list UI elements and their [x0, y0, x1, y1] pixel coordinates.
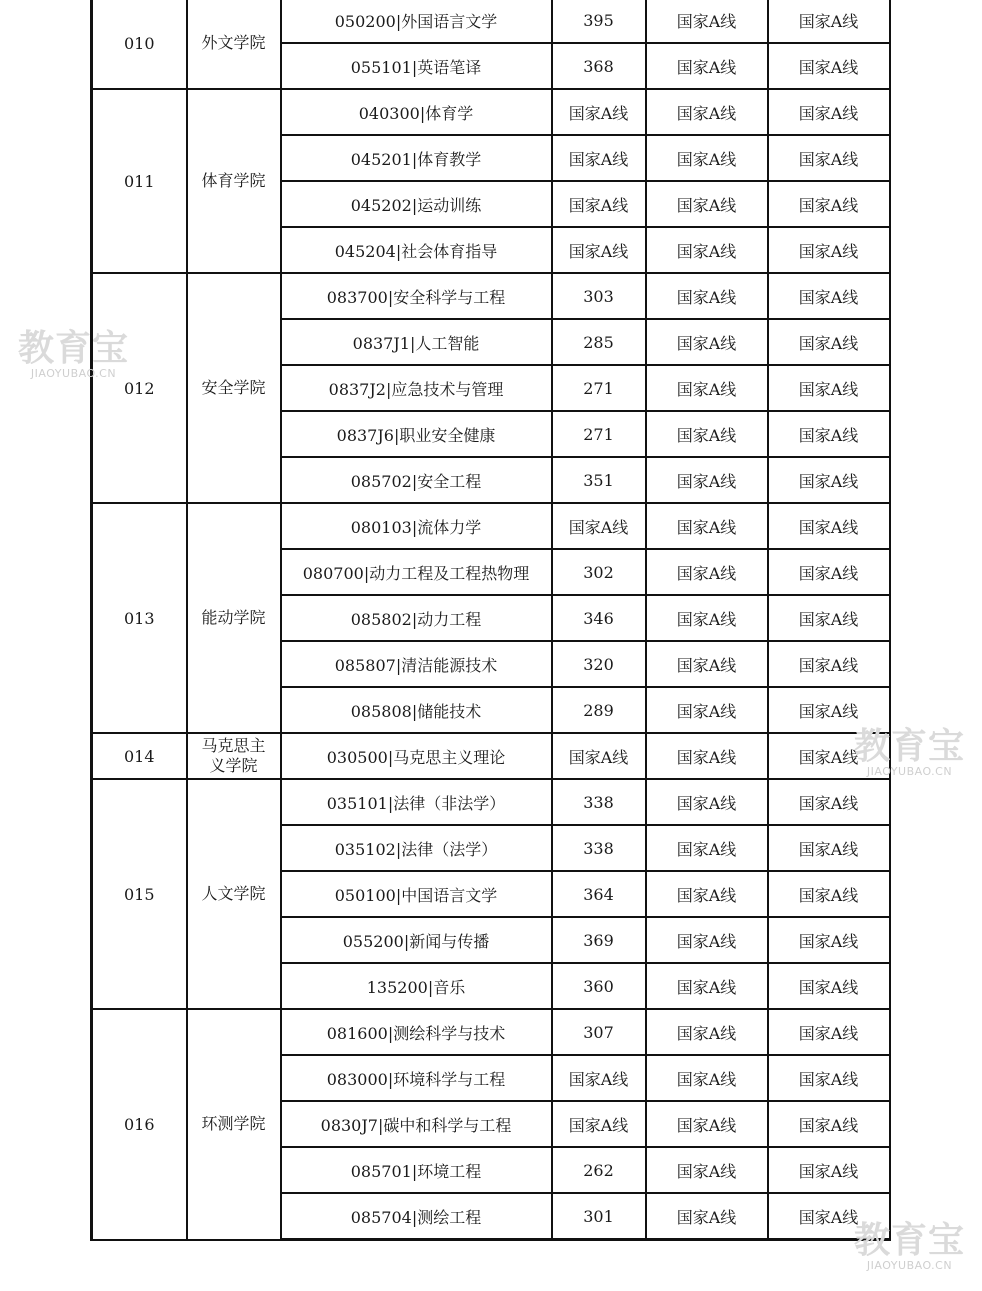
score-cell: 国家A线 — [768, 89, 890, 135]
college-code-cell: 010 — [92, 0, 187, 89]
major-cell: 083700|安全科学与工程 — [281, 273, 552, 319]
major-cell: 055101|英语笔译 — [281, 43, 552, 89]
score-cell: 国家A线 — [552, 181, 646, 227]
major-cell: 050100|中国语言文学 — [281, 871, 552, 917]
college-code-cell: 012 — [92, 273, 187, 503]
score-cell: 国家A线 — [768, 687, 890, 733]
score-cell: 国家A线 — [768, 779, 890, 825]
score-cell: 国家A线 — [646, 1101, 768, 1147]
score-cell: 国家A线 — [646, 1009, 768, 1055]
score-cell: 国家A线 — [552, 227, 646, 273]
score-cell: 364 — [552, 871, 646, 917]
score-cell: 国家A线 — [646, 457, 768, 503]
major-cell: 0830J7|碳中和科学与工程 — [281, 1101, 552, 1147]
college-name-cell — [187, 733, 281, 779]
score-cell: 国家A线 — [646, 1193, 768, 1240]
score-cell: 国家A线 — [768, 1101, 890, 1147]
watermark-text: 教育宝 — [18, 328, 130, 369]
score-cell: 国家A线 — [646, 227, 768, 273]
major-cell: 080103|流体力学 — [281, 503, 552, 549]
college-name: 环测学院 — [201, 1114, 266, 1134]
college-code-cell: 016 — [92, 1009, 187, 1240]
score-cell: 国家A线 — [768, 1147, 890, 1193]
score-cell: 国家A线 — [768, 0, 890, 43]
score-cell: 国家A线 — [646, 1147, 768, 1193]
score-cell: 国家A线 — [768, 43, 890, 89]
college-code-cell: 015 — [92, 779, 187, 1009]
score-cell: 国家A线 — [646, 825, 768, 871]
score-cell: 国家A线 — [646, 0, 768, 43]
college-name: 马克思主义学院 — [201, 736, 266, 775]
score-cell: 国家A线 — [646, 503, 768, 549]
major-cell: 080700|动力工程及工程热物理 — [281, 549, 552, 595]
major-cell: 085808|储能技术 — [281, 687, 552, 733]
score-cell: 国家A线 — [768, 457, 890, 503]
score-cell: 289 — [552, 687, 646, 733]
score-cell: 国家A线 — [646, 595, 768, 641]
score-cell: 国家A线 — [552, 1101, 646, 1147]
major-cell: 0837J6|职业安全健康 — [281, 411, 552, 457]
college-name-cell — [187, 273, 281, 503]
major-cell: 081600|测绘科学与技术 — [281, 1009, 552, 1055]
score-table-body — [92, 0, 890, 1240]
table-row — [92, 1009, 890, 1055]
score-cell: 国家A线 — [646, 89, 768, 135]
score-cell: 346 — [552, 595, 646, 641]
table-row — [92, 733, 890, 779]
score-cell: 国家A线 — [768, 733, 890, 779]
score-cell: 国家A线 — [768, 273, 890, 319]
score-cell: 国家A线 — [646, 181, 768, 227]
score-cell: 国家A线 — [768, 549, 890, 595]
table-row — [92, 779, 890, 825]
table-row — [92, 89, 890, 135]
score-cell: 国家A线 — [768, 135, 890, 181]
college-name-cell — [187, 779, 281, 1009]
score-cell: 国家A线 — [768, 1055, 890, 1101]
score-cell: 国家A线 — [646, 1055, 768, 1101]
watermark-url: JIAOYUBAO.CN — [866, 1259, 953, 1272]
college-name-cell — [187, 1009, 281, 1240]
score-cell: 国家A线 — [552, 503, 646, 549]
score-cell: 302 — [552, 549, 646, 595]
major-cell: 045202|运动训练 — [281, 181, 552, 227]
major-cell: 030500|马克思主义理论 — [281, 733, 552, 779]
score-cell: 国家A线 — [646, 365, 768, 411]
score-cell: 国家A线 — [646, 779, 768, 825]
watermark-text: 教育宝 — [854, 726, 966, 767]
watermark-url: JIAOYUBAO.CN — [30, 367, 117, 380]
score-cell: 国家A线 — [552, 135, 646, 181]
score-cell: 国家A线 — [768, 641, 890, 687]
table-row — [92, 273, 890, 319]
score-cell: 285 — [552, 319, 646, 365]
score-cell: 国家A线 — [768, 365, 890, 411]
score-cell: 国家A线 — [768, 1009, 890, 1055]
score-cell: 国家A线 — [646, 273, 768, 319]
score-cell: 国家A线 — [768, 319, 890, 365]
major-cell: 045201|体育教学 — [281, 135, 552, 181]
college-name-cell — [187, 0, 281, 89]
major-cell: 040300|体育学 — [281, 89, 552, 135]
score-cell: 338 — [552, 825, 646, 871]
score-cell: 国家A线 — [646, 319, 768, 365]
score-cell: 国家A线 — [552, 733, 646, 779]
score-cell: 国家A线 — [646, 871, 768, 917]
watermark-url: JIAOYUBAO.CN — [866, 765, 953, 778]
score-cell: 国家A线 — [646, 135, 768, 181]
college-name: 体育学院 — [201, 171, 266, 190]
college-name: 外文学院 — [201, 33, 266, 52]
score-cell: 国家A线 — [646, 687, 768, 733]
score-cell: 262 — [552, 1147, 646, 1193]
score-cell: 351 — [552, 457, 646, 503]
table-row — [92, 503, 890, 549]
college-code-cell: 013 — [92, 503, 187, 733]
score-cell: 271 — [552, 365, 646, 411]
score-cell: 395 — [552, 0, 646, 43]
major-cell: 135200|音乐 — [281, 963, 552, 1009]
table-row — [92, 0, 890, 43]
score-table — [90, 0, 891, 1241]
college-name: 人文学院 — [201, 884, 266, 903]
score-cell: 307 — [552, 1009, 646, 1055]
score-cell: 国家A线 — [768, 227, 890, 273]
major-cell: 035102|法律（法学） — [281, 825, 552, 871]
score-cell: 国家A线 — [768, 595, 890, 641]
score-cell: 301 — [552, 1193, 646, 1240]
college-name-cell — [187, 503, 281, 733]
score-cell: 国家A线 — [768, 871, 890, 917]
score-cell: 338 — [552, 779, 646, 825]
score-cell: 国家A线 — [646, 641, 768, 687]
score-cell: 国家A线 — [768, 411, 890, 457]
college-code-cell: 011 — [92, 89, 187, 273]
college-name: 安全学院 — [201, 378, 266, 397]
college-name: 能动学院 — [201, 608, 266, 627]
score-cell: 国家A线 — [768, 963, 890, 1009]
score-cell: 320 — [552, 641, 646, 687]
score-cell: 国家A线 — [646, 963, 768, 1009]
score-cell: 369 — [552, 917, 646, 963]
score-cell: 303 — [552, 273, 646, 319]
watermark-text: 教育宝 — [854, 1220, 966, 1261]
score-cell: 国家A线 — [768, 825, 890, 871]
score-cell: 国家A线 — [646, 733, 768, 779]
score-cell: 国家A线 — [646, 917, 768, 963]
score-cell: 国家A线 — [646, 549, 768, 595]
score-cell: 国家A线 — [768, 917, 890, 963]
score-cell: 360 — [552, 963, 646, 1009]
major-cell: 055200|新闻与传播 — [281, 917, 552, 963]
score-cell: 国家A线 — [552, 1055, 646, 1101]
major-cell: 045204|社会体育指导 — [281, 227, 552, 273]
score-cell: 国家A线 — [646, 43, 768, 89]
score-cell: 国家A线 — [646, 411, 768, 457]
major-cell: 085704|测绘工程 — [281, 1193, 552, 1240]
score-cell: 271 — [552, 411, 646, 457]
major-cell: 083000|环境科学与工程 — [281, 1055, 552, 1101]
college-name-cell — [187, 89, 281, 273]
major-cell: 035101|法律（非法学） — [281, 779, 552, 825]
major-cell: 0837J2|应急技术与管理 — [281, 365, 552, 411]
major-cell: 085701|环境工程 — [281, 1147, 552, 1193]
major-cell: 050200|外国语言文学 — [281, 0, 552, 43]
major-cell: 085807|清洁能源技术 — [281, 641, 552, 687]
score-cell: 国家A线 — [768, 181, 890, 227]
score-cell: 368 — [552, 43, 646, 89]
major-cell: 085702|安全工程 — [281, 457, 552, 503]
major-cell: 085802|动力工程 — [281, 595, 552, 641]
score-cell: 国家A线 — [768, 503, 890, 549]
score-cell: 国家A线 — [552, 89, 646, 135]
major-cell: 0837J1|人工智能 — [281, 319, 552, 365]
score-cell: 国家A线 — [768, 1193, 890, 1240]
college-code-cell: 014 — [92, 733, 187, 779]
